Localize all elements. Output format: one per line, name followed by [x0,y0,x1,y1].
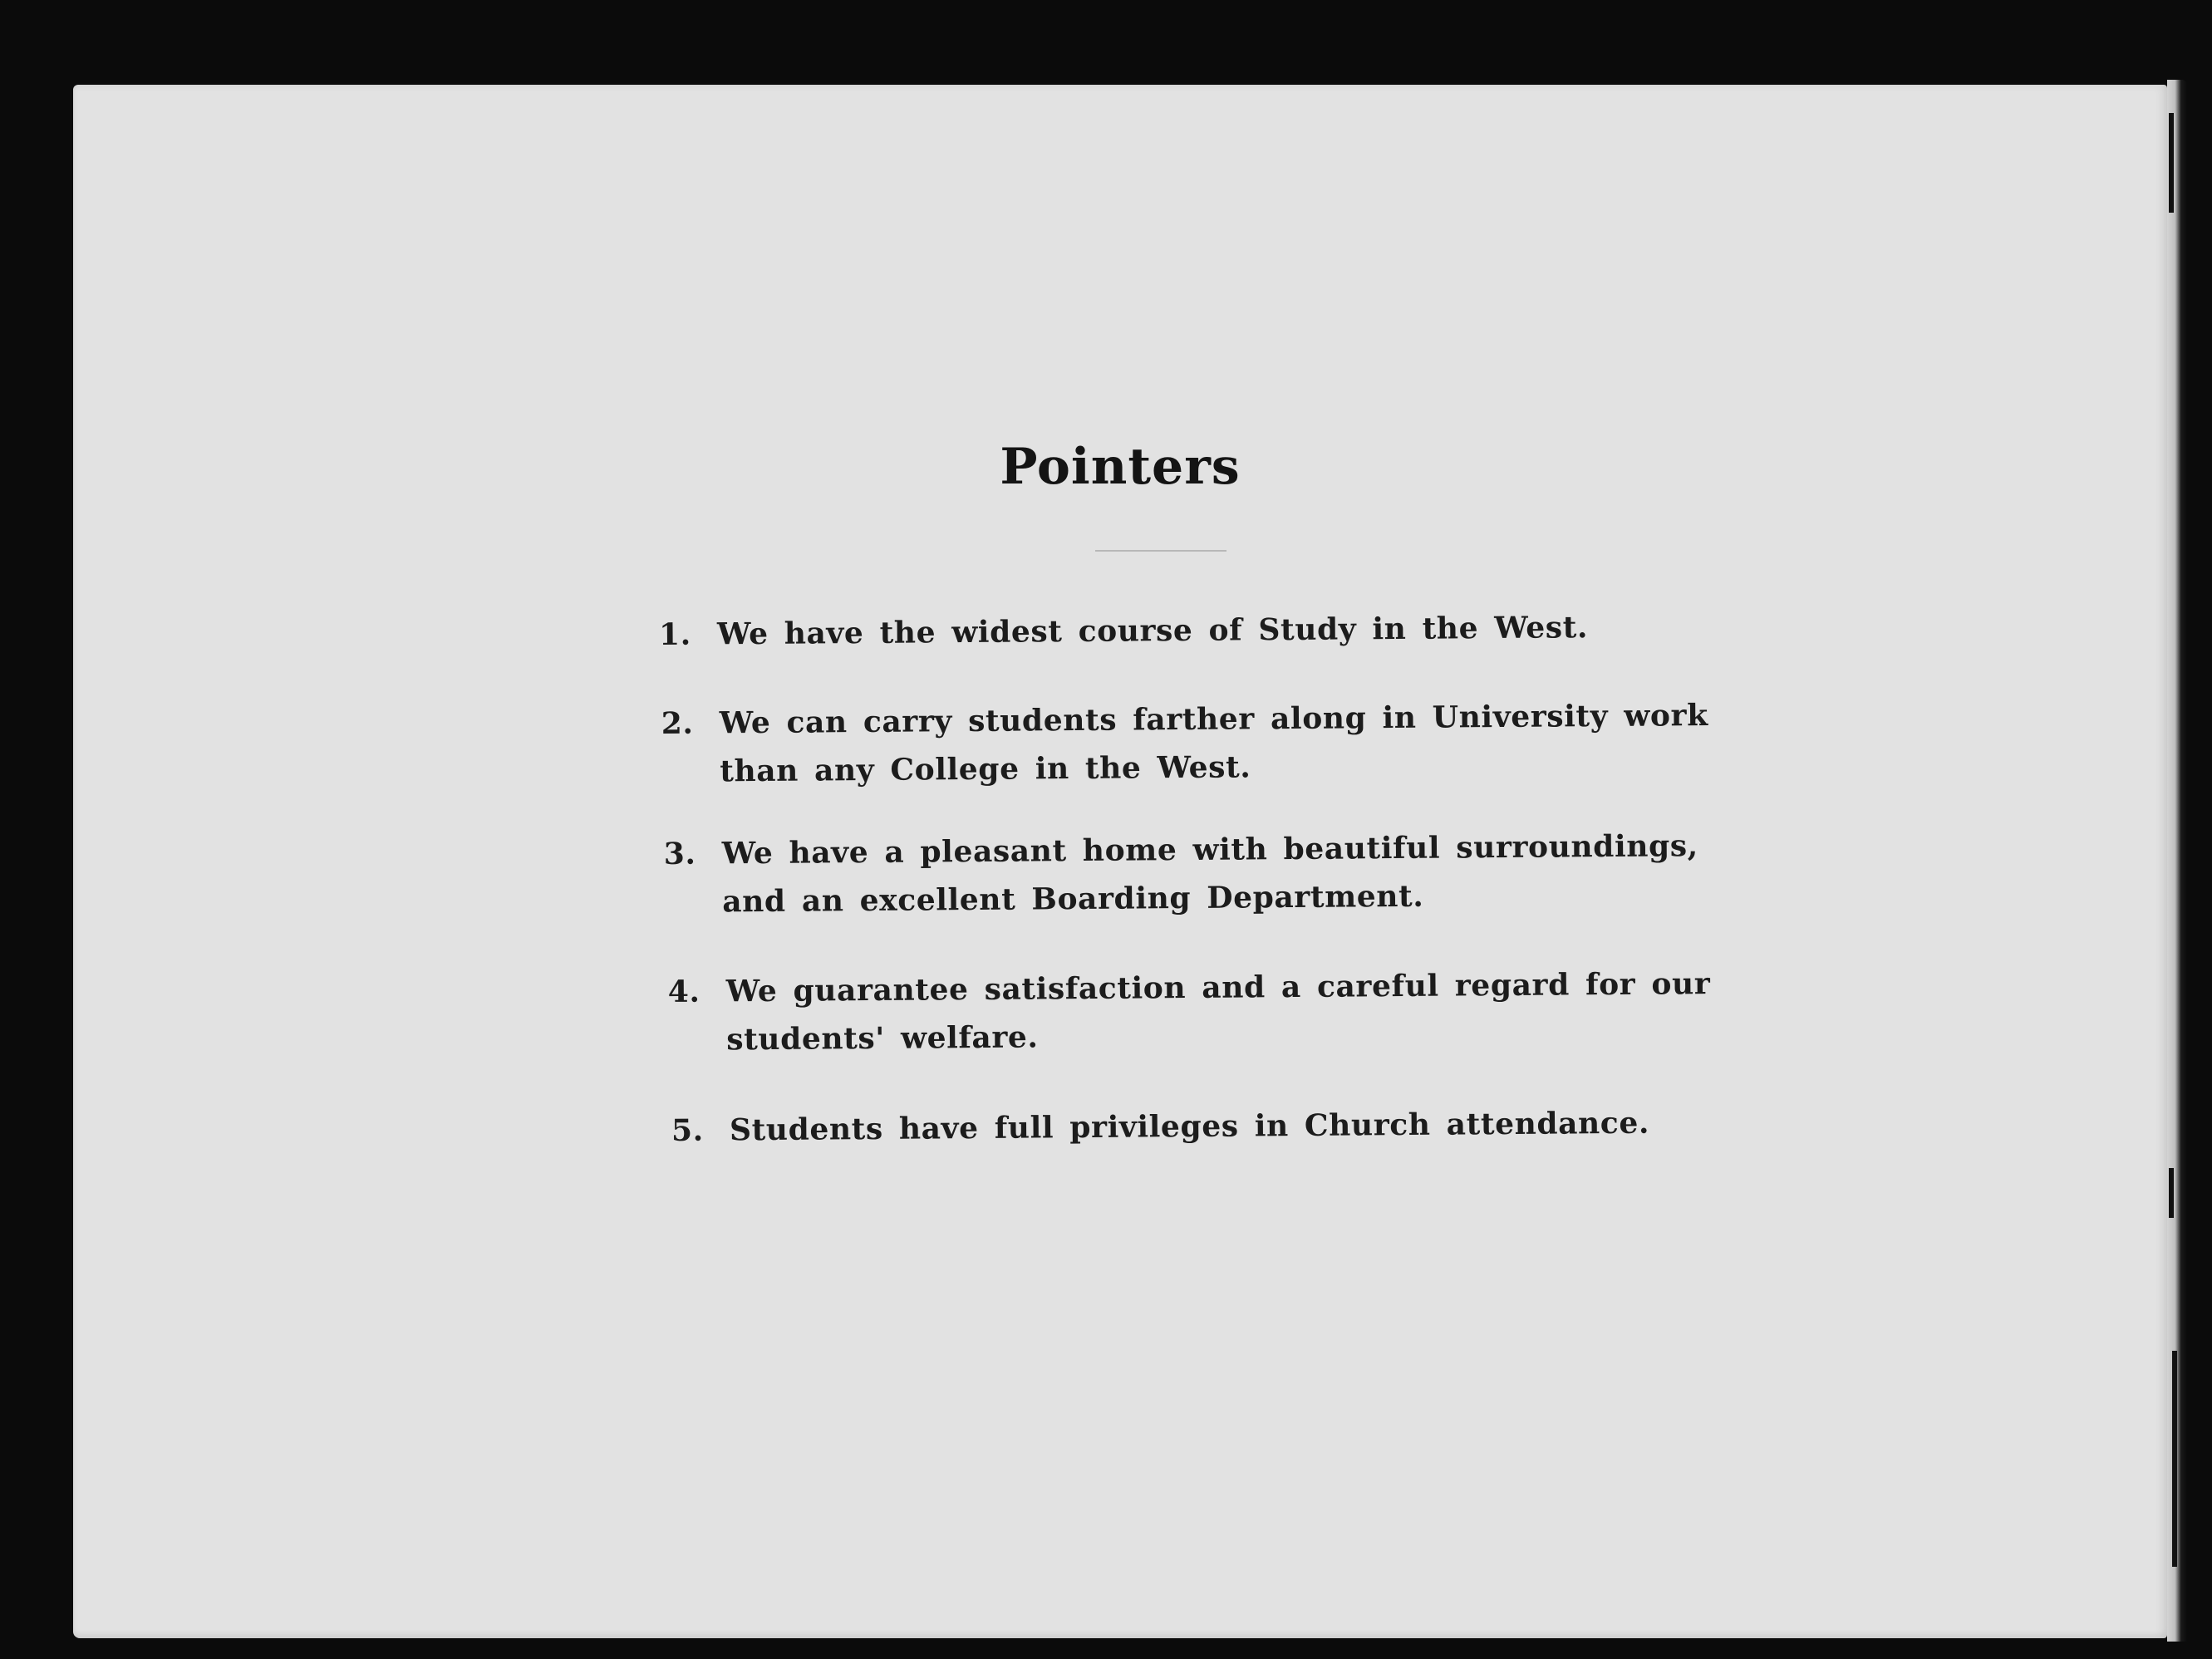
pointer-text: We guarantee satisfaction and a careful regard for our students' welfare. [725,966,1711,1058]
edge-mark [2169,113,2174,213]
pointer-text: We can carry students farther along in University work than any College in the West. [719,698,1708,789]
pointer-item [671,1098,1718,1155]
pointer-item [659,602,1706,659]
pointer-item [668,960,1716,1064]
document-page [73,85,2167,1638]
heading-divider [1095,550,1226,552]
pointer-text: Students have full privileges in Church attendance. [729,1105,1650,1148]
pointer-item [661,691,1709,796]
pointer-number: 3. [663,836,696,871]
page-heading: Pointers [1000,438,1241,496]
pointer-number: 4. [667,974,700,1009]
pointer-text: We have the widest course of Study in the West. [716,610,1589,652]
pointer-number: 2. [661,705,694,741]
edge-mark [2172,1351,2177,1567]
pointer-text: We have a pleasant home with beautiful surroundings, and an excellent Boarding Department. [721,828,1698,920]
pointer-number: 5. [671,1112,704,1148]
pointer-number: 1. [658,616,691,652]
page-binding-edge [2167,80,2187,1642]
edge-mark [2169,1168,2174,1218]
pointer-item [664,822,1712,926]
